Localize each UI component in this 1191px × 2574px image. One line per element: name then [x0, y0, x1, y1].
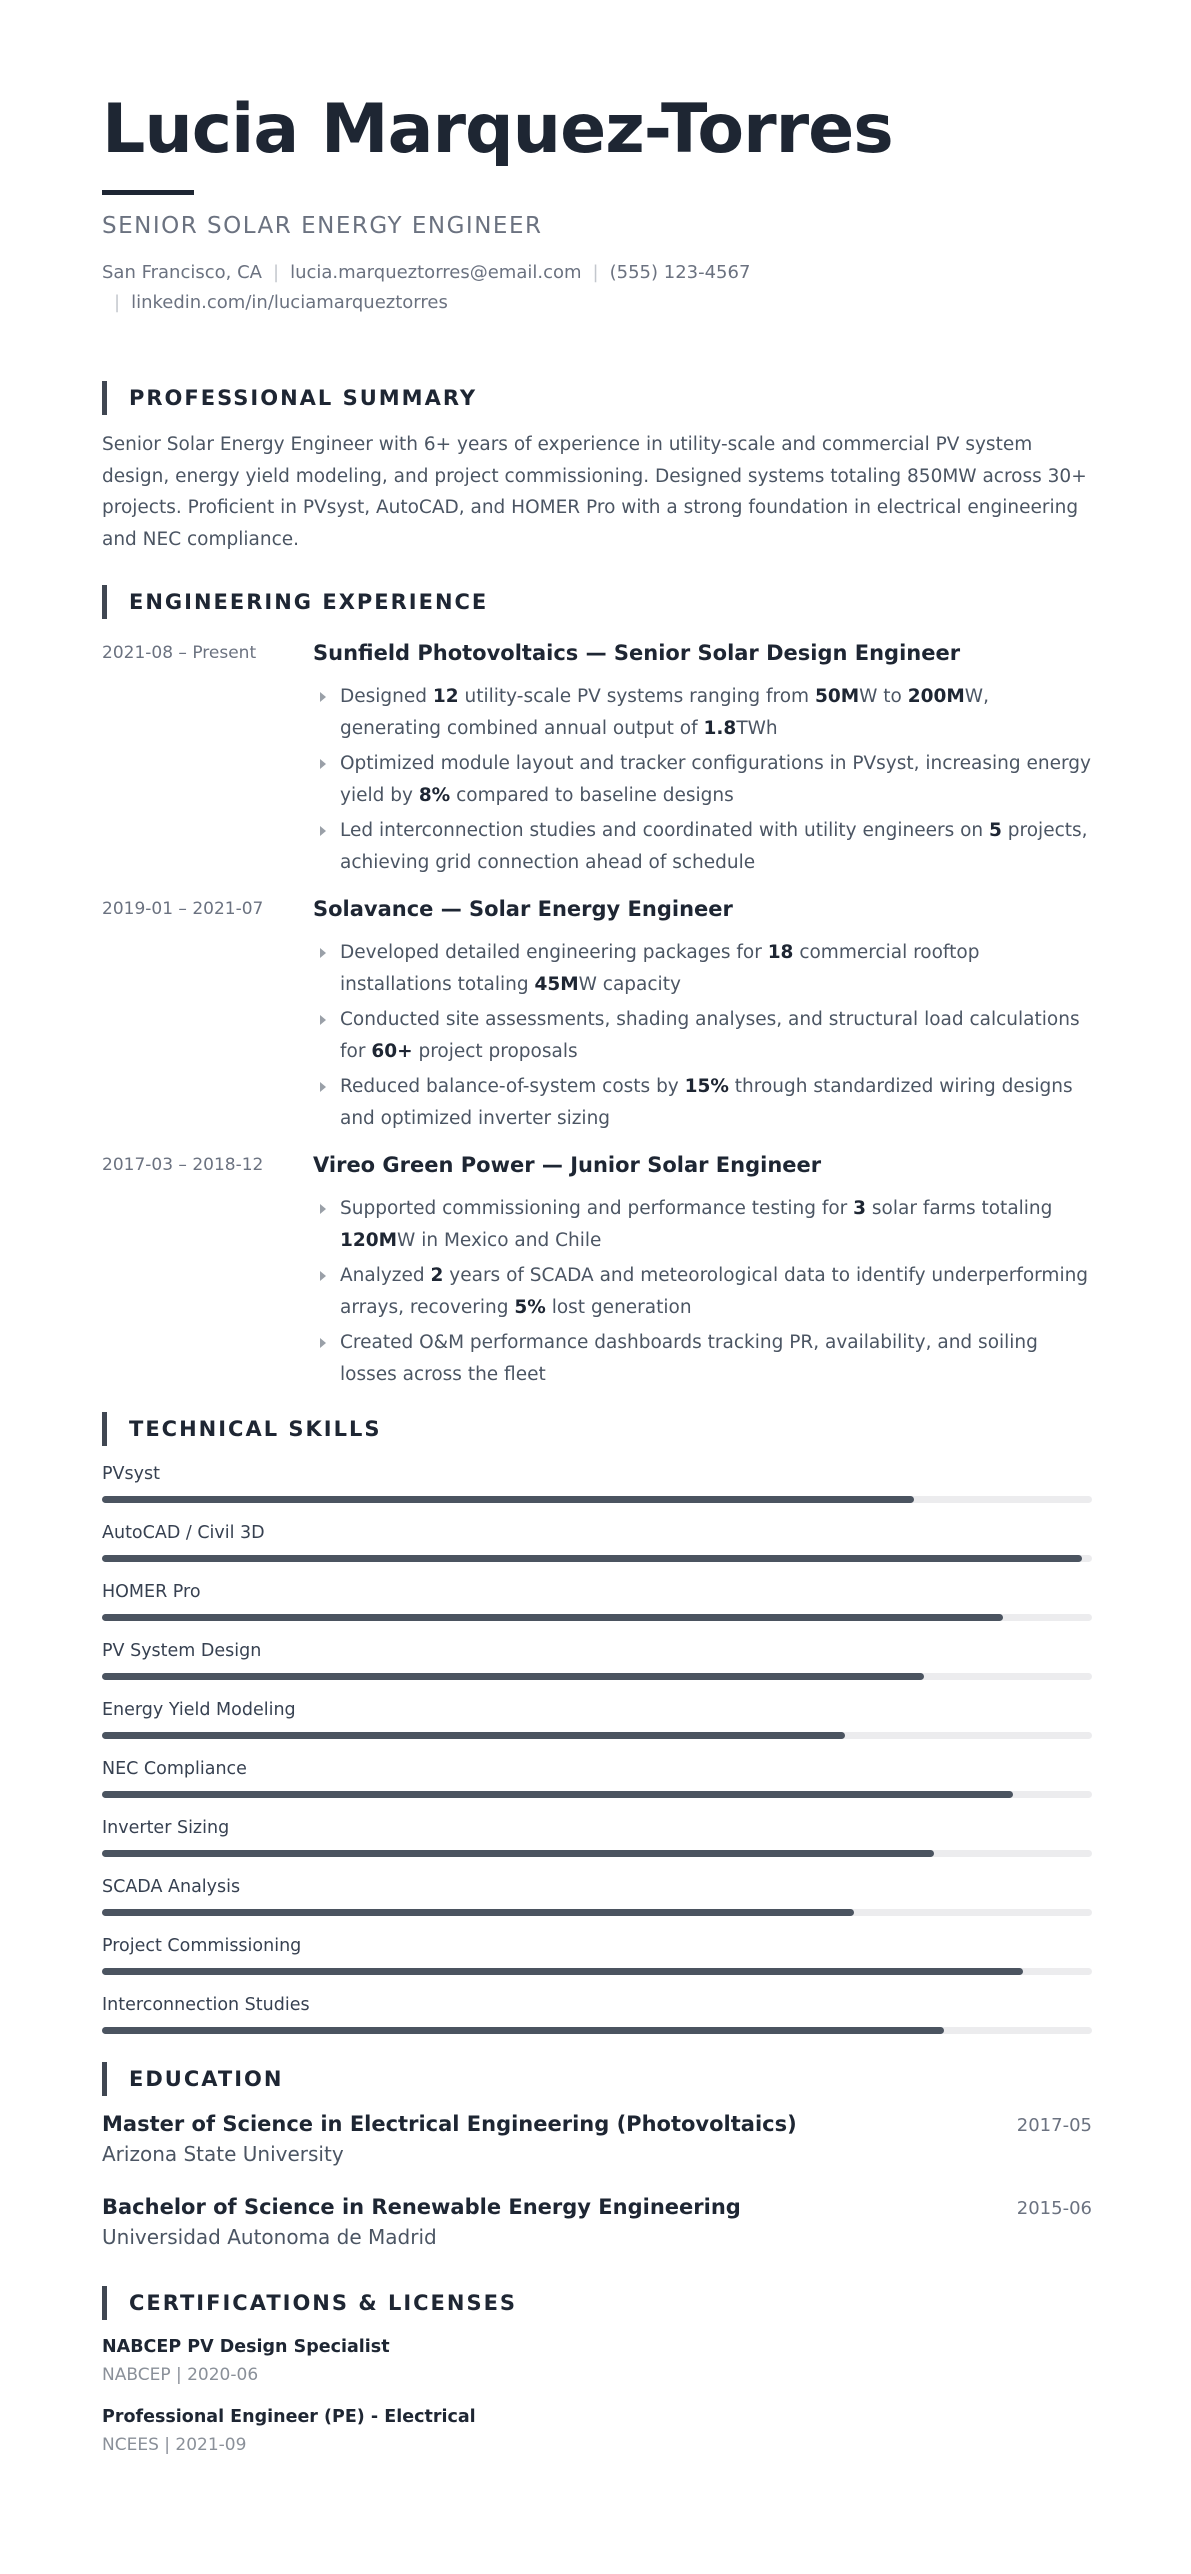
job-dates: 2019-01 – 2021-07 [102, 899, 264, 919]
job-role: Solavance — Solar Energy Engineer [313, 897, 733, 921]
job-bullet [313, 1260, 1093, 1323]
bullet-text: W, generating combined annual output of [340, 686, 989, 739]
job-bullet [313, 815, 1093, 878]
skill-bar-fill [102, 1673, 924, 1680]
contact-info [102, 258, 822, 318]
highlight-metric: 2 [430, 1265, 444, 1286]
skill-bar-fill [102, 1968, 1023, 1975]
skill-name: AutoCAD / Civil 3D [102, 1523, 265, 1543]
bullet-triangle-icon [320, 759, 326, 769]
skill-bar-track [102, 1968, 1092, 1975]
linkedin-link[interactable]: linkedin.com/in/luciamarqueztorres [131, 292, 448, 313]
skill-name: PV System Design [102, 1641, 262, 1661]
bullet-text: through standardized wiring designs and optimized inverter sizing [340, 1076, 1073, 1129]
highlight-metric: 120M [340, 1229, 398, 1251]
job-bullet [313, 1327, 1093, 1390]
skill-bar-fill [102, 1909, 854, 1916]
section-accent-bar [102, 1412, 107, 1446]
skill-name: NEC Compliance [102, 1759, 247, 1779]
section-accent-bar [102, 2286, 107, 2320]
bullet-text: Conducted site assessments, shading analyses, and structural load calculations for [340, 1009, 1080, 1062]
contact-separator: | [592, 262, 599, 283]
skill-row [102, 1936, 1092, 1956]
bullet-triangle-icon [320, 1082, 326, 1092]
summary-text: Senior Solar Energy Engineer with 6+ years of experience in utility-scale and commercial PV system design, energy yield modeling, and project commissioning. Designed systems totaling 850MW across 30+ projects. Proficient in PVsyst, AutoCAD, and HOMER Pro with a strong foundation in electrical engineering and NEC compliance. [102, 434, 1087, 550]
degree: Master of Science in Electrical Engineering (Photovoltaics) [102, 2112, 797, 2136]
highlight-metric: 8% [418, 784, 451, 806]
skill-bar-track [102, 1496, 1092, 1503]
skill-name: Project Commissioning [102, 1936, 302, 1956]
skill-bar-fill [102, 1732, 845, 1739]
bullet-text: Analyzed [340, 1265, 431, 1286]
skill-bar-track [102, 2027, 1092, 2034]
skill-row [102, 1641, 1092, 1661]
job-bullet [313, 1071, 1093, 1134]
highlight-metric: 18 [767, 942, 794, 963]
education-entry [102, 2112, 1092, 2166]
skill-row [102, 1995, 1092, 2015]
skill-name: SCADA Analysis [102, 1877, 241, 1897]
skill-bar-fill [102, 1555, 1082, 1562]
skill-name: Inverter Sizing [102, 1818, 230, 1838]
education-entry [102, 2195, 1092, 2249]
skill-bar-track [102, 1555, 1092, 1562]
degree: Bachelor of Science in Renewable Energy Engineering [102, 2195, 741, 2219]
bullet-text: Led interconnection studies and coordinated with utility engineers on [340, 820, 990, 841]
graduation-date: 2017-05 [1016, 2115, 1092, 2136]
school: Universidad Autonoma de Madrid [102, 2225, 437, 2249]
skill-row [102, 1877, 1092, 1897]
bullet-text: utility-scale PV systems ranging from [458, 686, 815, 707]
section-heading-certifications [102, 2286, 517, 2320]
job-bullets [313, 937, 1093, 1138]
job-bullet [313, 748, 1093, 811]
skill-bar-fill [102, 1791, 1013, 1798]
highlight-metric: 5% [514, 1296, 546, 1318]
certification-issuer-date: NCEES | 2021-09 [102, 2435, 247, 2455]
job-bullets [313, 1193, 1093, 1394]
bullet-text: W in Mexico and Chile [397, 1229, 602, 1251]
skill-bar-track [102, 1909, 1092, 1916]
certification-entry [102, 2407, 1092, 2455]
bullet-text: Reduced balance-of-system costs by [340, 1076, 685, 1097]
job-bullets [313, 681, 1093, 882]
section-heading-skills [102, 1412, 382, 1446]
bullet-triangle-icon [320, 1338, 326, 1348]
job-role: Sunfield Photovoltaics — Senior Solar Design Engineer [313, 641, 961, 665]
certification-name: NABCEP PV Design Specialist [102, 2337, 390, 2357]
email-link[interactable]: lucia.marqueztorres@email.com [290, 262, 582, 283]
phone: (555) 123-4567 [609, 262, 751, 283]
section-heading-summary [102, 381, 477, 415]
job-bullet [313, 937, 1093, 1000]
highlight-metric: 12 [432, 686, 459, 707]
skill-bar-track [102, 1614, 1092, 1621]
skill-name: Interconnection Studies [102, 1995, 310, 2015]
skill-name: PVsyst [102, 1464, 160, 1484]
section-accent-bar [102, 585, 107, 619]
section-heading-education [102, 2062, 283, 2096]
highlight-metric: 5 [989, 820, 1002, 841]
bullet-text: projects, achieving grid connection ahead of schedule [340, 820, 1088, 873]
bullet-triangle-icon [320, 692, 326, 702]
bullet-triangle-icon [320, 1015, 326, 1025]
skill-bar-track [102, 1732, 1092, 1739]
skill-bar-fill [102, 2027, 944, 2034]
skill-bar-track [102, 1673, 1092, 1680]
job-bullet [313, 1004, 1093, 1067]
location: San Francisco, CA [102, 262, 262, 283]
skill-row [102, 1818, 1092, 1838]
section-title: PROFESSIONAL SUMMARY [129, 386, 478, 410]
bullet-text: commercial rooftop installations totaling [340, 942, 980, 995]
skill-bar-fill [102, 1614, 1003, 1621]
bullet-text: W to [859, 686, 908, 707]
bullet-triangle-icon [320, 1204, 326, 1214]
skill-row [102, 1523, 1092, 1543]
contact-separator: | [272, 262, 280, 283]
highlight-metric: 15% [684, 1076, 729, 1097]
bullet-text: Designed [340, 686, 433, 707]
bullet-triangle-icon [320, 826, 326, 836]
certification-entry [102, 2337, 1092, 2385]
job-dates: 2017-03 – 2018-12 [102, 1155, 264, 1175]
job-bullet [313, 681, 1093, 744]
bullet-text: TWh [736, 717, 778, 739]
highlight-metric: 200M [907, 686, 965, 707]
highlight-metric: 45M [534, 973, 579, 995]
bullet-text: project proposals [412, 1040, 578, 1062]
highlight-metric: 60+ [371, 1040, 413, 1062]
bullet-triangle-icon [320, 948, 326, 958]
skill-row [102, 1700, 1092, 1720]
job-title: SENIOR SOLAR ENERGY ENGINEER [102, 213, 543, 239]
bullet-text: solar farms totaling [866, 1198, 1053, 1219]
graduation-date: 2015-06 [1016, 2198, 1092, 2219]
skill-bar-fill [102, 1850, 934, 1857]
skill-name: HOMER Pro [102, 1582, 201, 1602]
skill-bar-fill [102, 1496, 914, 1503]
job-role: Vireo Green Power — Junior Solar Engineer [313, 1153, 822, 1177]
section-accent-bar [102, 2062, 107, 2096]
skill-name: Energy Yield Modeling [102, 1700, 296, 1720]
certification-issuer-date: NABCEP | 2020-06 [102, 2365, 259, 2385]
highlight-metric: 1.8 [703, 717, 737, 739]
highlight-metric: 50M [814, 686, 860, 707]
section-title: EDUCATION [129, 2067, 284, 2091]
bullet-text: years of SCADA and meteorological data to identify underperforming arrays, recovering [340, 1265, 1089, 1318]
bullet-text: W capacity [578, 973, 681, 995]
section-title: CERTIFICATIONS & LICENSES [129, 2291, 518, 2315]
candidate-name: Lucia Marquez-Torres [102, 90, 893, 169]
certification-name: Professional Engineer (PE) - Electrical [102, 2407, 476, 2427]
bullet-text: Optimized module layout and tracker configurations in PVsyst, increasing energy yield by [340, 753, 1091, 806]
section-title: ENGINEERING EXPERIENCE [129, 590, 489, 614]
skill-row [102, 1464, 1092, 1484]
highlight-metric: 3 [853, 1198, 867, 1219]
bullet-triangle-icon [320, 1271, 326, 1281]
bullet-text: Developed detailed engineering packages for [340, 942, 768, 963]
skill-row [102, 1759, 1092, 1779]
contact-separator: | [114, 292, 121, 313]
bullet-text: lost generation [545, 1296, 692, 1318]
bullet-text: compared to baseline designs [450, 784, 734, 806]
section-title: TECHNICAL SKILLS [129, 1417, 382, 1441]
bullet-text: Created O&M performance dashboards tracking PR, availability, and soiling losses across the fleet [340, 1332, 1038, 1385]
school: Arizona State University [102, 2142, 344, 2166]
skill-bar-track [102, 1791, 1092, 1798]
section-accent-bar [102, 381, 107, 415]
skill-row [102, 1582, 1092, 1602]
skill-bar-track [102, 1850, 1092, 1857]
job-bullet [313, 1193, 1093, 1256]
section-heading-experience [102, 585, 488, 619]
name-underline [102, 190, 194, 195]
job-dates: 2021-08 – Present [102, 643, 257, 663]
bullet-text: Supported commissioning and performance testing for [340, 1198, 854, 1219]
